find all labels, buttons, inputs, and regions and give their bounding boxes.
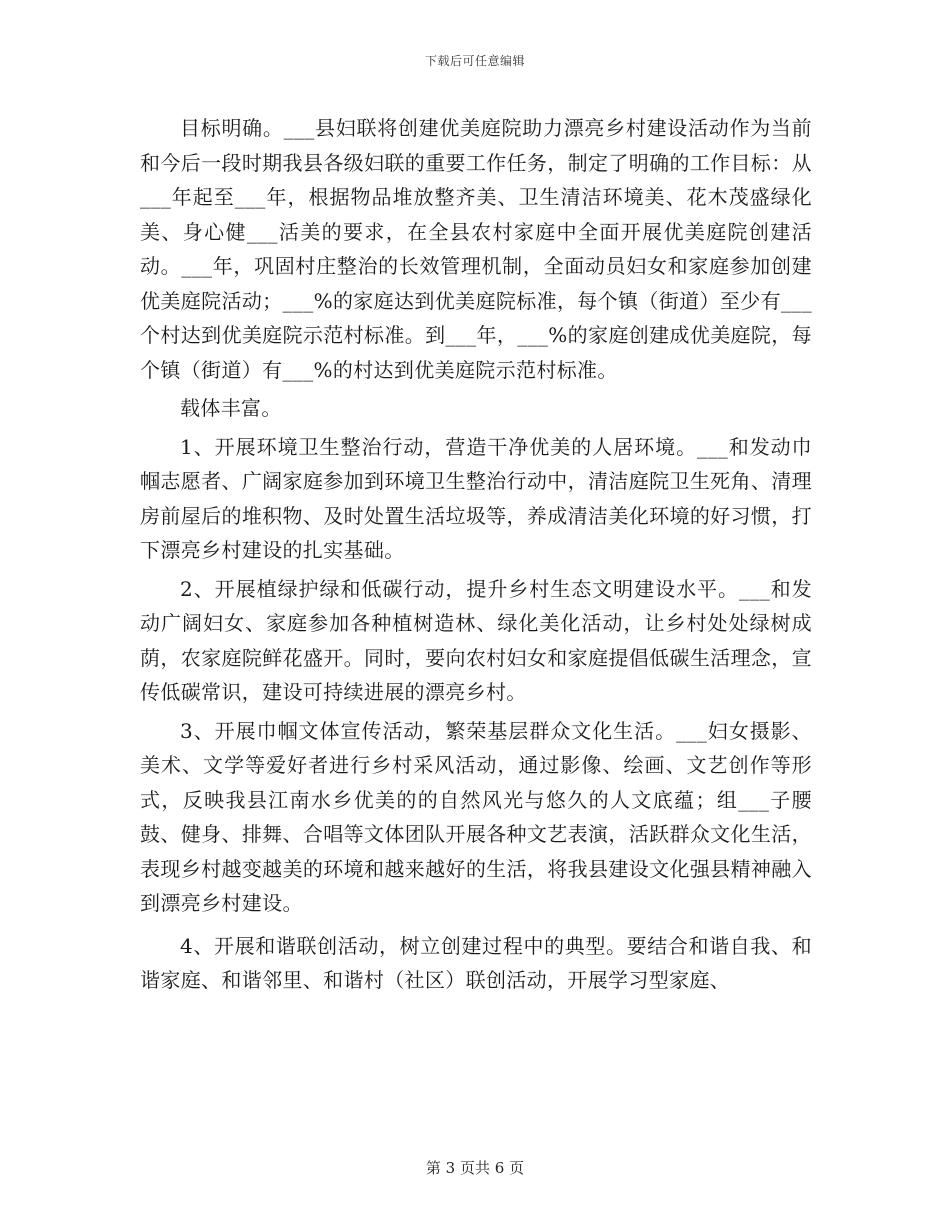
paragraph-item-1: 1、开展环境卫生整治行动，营造干净优美的人居环境。___和发动巾帼志愿者、广阔家庭参加到环境卫生整治行动中，清洁庭院卫生死角、清理房前屋后的堆积物、及时处置生活垃圾等，养成清洁美化环境的好习惯，打下漂亮乡村建设的扎实基础。 — [140, 434, 812, 562]
paragraph-goals: 目标明确。___县妇联将创建优美庭院助力漂亮乡村建设活动作为当前和今后一段时期我县各级妇联的重要工作任务，制定了明确的工作目标：从___年起至___年，根据物品堆放整齐美、卫生清洁环境美、花木茂盛绿化美、身心健___活美的要求，在全县农村家庭中全面开展优美庭院创建活动。___年，巩固村庄整治的长效管理机制，全面动员妇女和家庭参加创建优美庭院活动；___%的家庭达到优美庭院标准，每个镇（街道）至少有___个村达到优美庭院示范村标准。到___年，___%的家庭创建成优美庭院，每个镇（街道）有___%的村达到优美庭院示范村标准。 — [140, 116, 812, 382]
page-header: 下载后可任意编辑 — [424, 54, 525, 68]
paragraph-carrier-heading: 载体丰富。 — [180, 396, 282, 420]
paragraph-item-4: 4、开展和谐联创活动，树立创建过程中的典型。要结合和谐自我、和谐家庭、和谐邻里、和谐村（社区）联创活动，开展学习型家庭、 — [140, 933, 812, 992]
paragraph-item-3: 3、开展巾帼文体宣传活动，繁荣基层群众文化生活。___妇女摄影、美术、文学等爱好者进行乡村采风活动，通过影像、绘画、文艺创作等形式，反映我县江南水乡优美的的自然风光与悠久的人文底蕴；组___子腰鼓、健身、排舞、合唱等文体团队开展各种文艺表演，活跃群众文化生活，表现乡村越变越美的环境和越来越好的生活，将我县建设文化强县精神融入到漂亮乡村建设。 — [140, 718, 812, 915]
document-body — [140, 111, 812, 998]
page-footer: 第 3 页共 6 页 — [425, 1159, 525, 1177]
paragraph-item-2: 2、开展植绿护绿和低碳行动，提升乡村生态文明建设水平。___和发动广阔妇女、家庭参加各种植树造林、绿化美化活动，让乡村处处绿树成荫，农家庭院鲜花盛开。同时，要向农村妇女和家庭提倡低碳生活理念，宣传低碳常识，建设可持续进展的漂亮乡村。 — [140, 576, 812, 704]
